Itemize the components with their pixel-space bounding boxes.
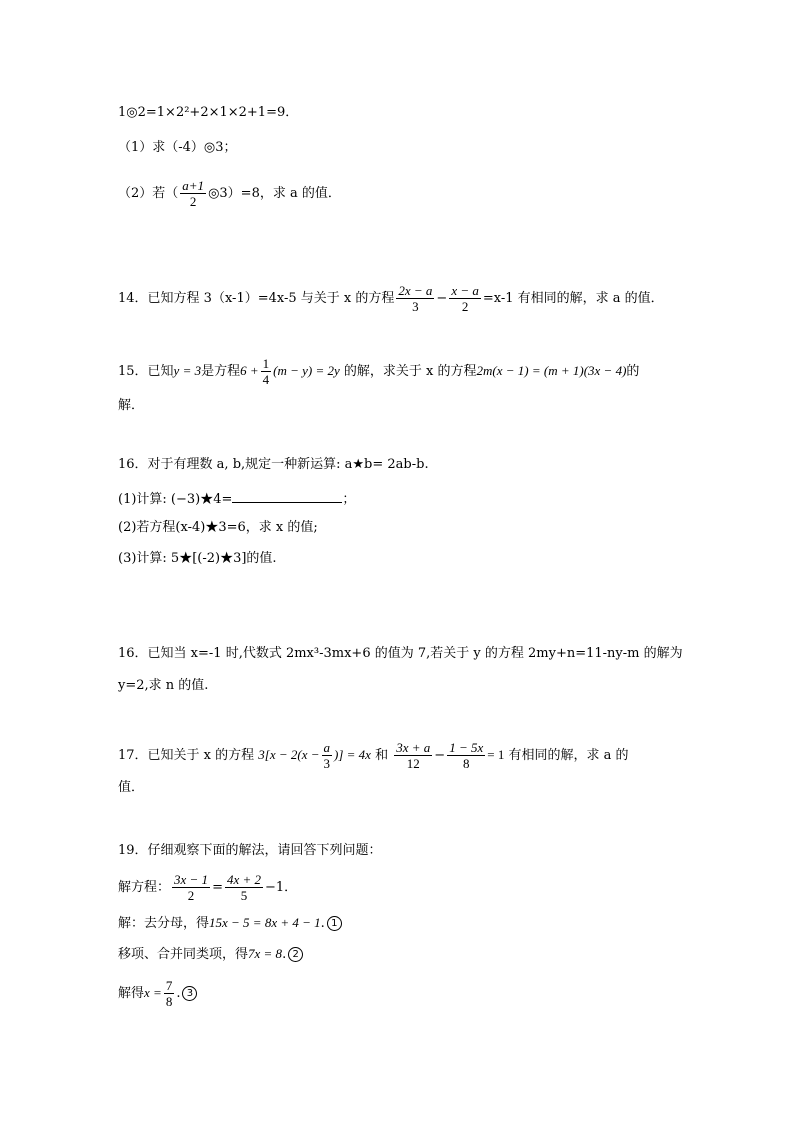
q19-fraction-1: $\frac{3x - 1}{2}$ <box>174 872 209 903</box>
q17-line-2: 值． <box>118 780 145 795</box>
q14-fraction-1: $\frac{2x - a}{3}$ <box>398 283 433 314</box>
q19-intro: 19．仔细观察下面的解法，请回答下列问题： <box>118 843 382 858</box>
q16a-intro: 16．对于有理数 a, b,规定一种新运算: a★b= 2ab-b. <box>118 457 429 472</box>
q17-fraction-2: $\frac{1 - 5x}{8}$ <box>449 740 484 771</box>
circled-number-3: 3 <box>182 986 197 1001</box>
q13-fraction: $\frac{a+1}{2}$ <box>182 178 205 209</box>
q19-fraction-answer: $\frac{7}{8}$ <box>165 978 173 1009</box>
q19-step-3: 解得x = $\frac{7}{8}$ . 3 <box>118 978 197 1009</box>
q14-line: 14．已知方程 3（x-1）=4x-5 与关于 x 的方程 $\frac{2x - a}{3}$ − $\frac{x - a}{2}$ =x-1 有相同的解，求 a 的值． <box>118 283 664 314</box>
q19-step-1: 解：去分母，得15x − 5 = 8x + 4 − 1. 1 <box>118 913 342 934</box>
q13-part2: （2）若（ $\frac{a+1}{2}$ ◎3）=8，求 a 的值． <box>118 178 341 209</box>
q14-fraction-2: $\frac{x - a}{2}$ <box>451 283 479 314</box>
q15-line-1: 15．已知y = 3是方程6 + $\frac{1}{4}$ (m − y) = 2y 的解，求关于 x 的方程2m(x − 1) = (m + 1)(3x − 4)的 <box>118 356 640 387</box>
q16b-line-2: y=2,求 n 的值. <box>118 678 209 693</box>
circled-number-1: 1 <box>327 916 342 931</box>
q16a-part1: (1)计算: (−3)★4= ； <box>118 488 355 510</box>
q13-part1: （1）求（-4）◎3； <box>118 140 237 155</box>
q15-line-2: 解． <box>118 398 145 413</box>
q15-fraction: $\frac{1}{4}$ <box>262 356 270 387</box>
q16b-line-1: 16．已知当 x=-1 时,代数式 2mx³-3mx+6 的值为 7,若关于 y 的方程 2my+n=11-ny-m 的解为 <box>118 646 683 661</box>
q16a-part3: (3)计算: 5★[(-2)★3]的值. <box>118 551 277 566</box>
circled-number-2: 2 <box>288 947 303 962</box>
q17-fraction-1: $\frac{3x + a}{12}$ <box>396 740 431 771</box>
q19-fraction-2: $\frac{4x + 2}{5}$ <box>226 872 262 903</box>
answer-blank[interactable] <box>232 488 342 503</box>
q19-equation: 解方程： $\frac{3x - 1}{2}$ = $\frac{4x + 2}{5}$ −1． <box>118 872 298 903</box>
q16a-part2: (2)若方程(x-4)★3=6，求 x 的值; <box>118 520 318 535</box>
q13-example: 1◎2=1×2²+2×1×2+1=9． <box>118 105 299 120</box>
q19-step-2: 移项、合并同类项，得7x = 8. 2 <box>118 944 303 965</box>
q17-fraction-a: $\frac{a}{3}$ <box>323 740 331 771</box>
q17-line-1: 17．已知关于 x 的方程 3[x − 2(x − $\frac{a}{3}$ )] = 4x 和 $\frac{3x + a}{12}$ − $\frac{1 - 5x}{8}$ = 1 有相同的解，求 a 的 <box>118 740 629 771</box>
